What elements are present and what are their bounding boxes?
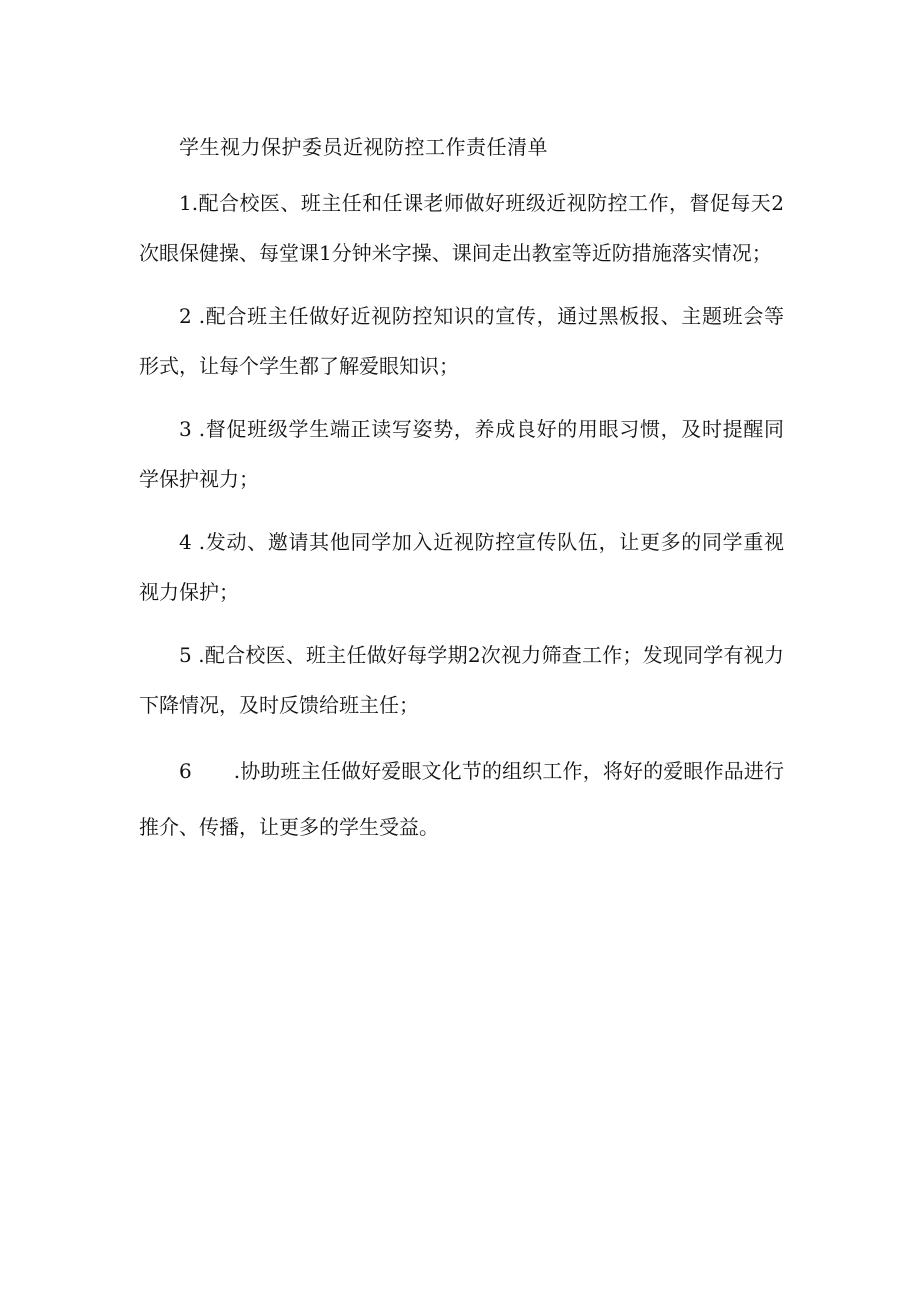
list-item [139,630,784,730]
item-text: 配合校医、班主任做好每学期2次视力筛查工作；发现同学有视力下降情况，及时反馈给班主任； [139,643,784,717]
list-item [139,291,784,391]
item-number: 6 [179,759,192,783]
item-number: 4 . [179,530,206,554]
list-item [139,178,784,278]
item-number-suffix: . [233,759,241,783]
list-item [139,404,784,504]
item-text: 配合班主任做好近视防控知识的宣传，通过黑板报、主题班会等形式，让每个学生都了解爱眼知识； [139,304,784,378]
item-text: 发动、邀请其他同学加入近视防控宣传队伍，让更多的同学重视视力保护； [139,530,784,604]
item-number: 5 . [179,643,205,667]
item-number: 3 . [179,417,206,441]
list-item [139,743,784,855]
item-number: 1. [179,191,199,215]
item-text: 协助班主任做好爱眼文化节的组织工作，将好的爱眼作品进行推介、传播，让更多的学生受益。 [139,759,784,839]
list-item [139,517,784,617]
item-text: 配合校医、班主任和任课老师做好班级近视防控工作，督促每天2次眼保健操、每堂课1分钟米字操、课间走出教室等近防措施落实情况； [139,191,784,265]
document-title: 学生视力保护委员近视防控工作责任清单 [179,135,548,159]
document-body [139,128,784,855]
item-number: 2 . [179,304,206,328]
item-text: 督促班级学生端正读写姿势，养成良好的用眼习惯，及时提醒同学保护视力； [139,417,784,491]
